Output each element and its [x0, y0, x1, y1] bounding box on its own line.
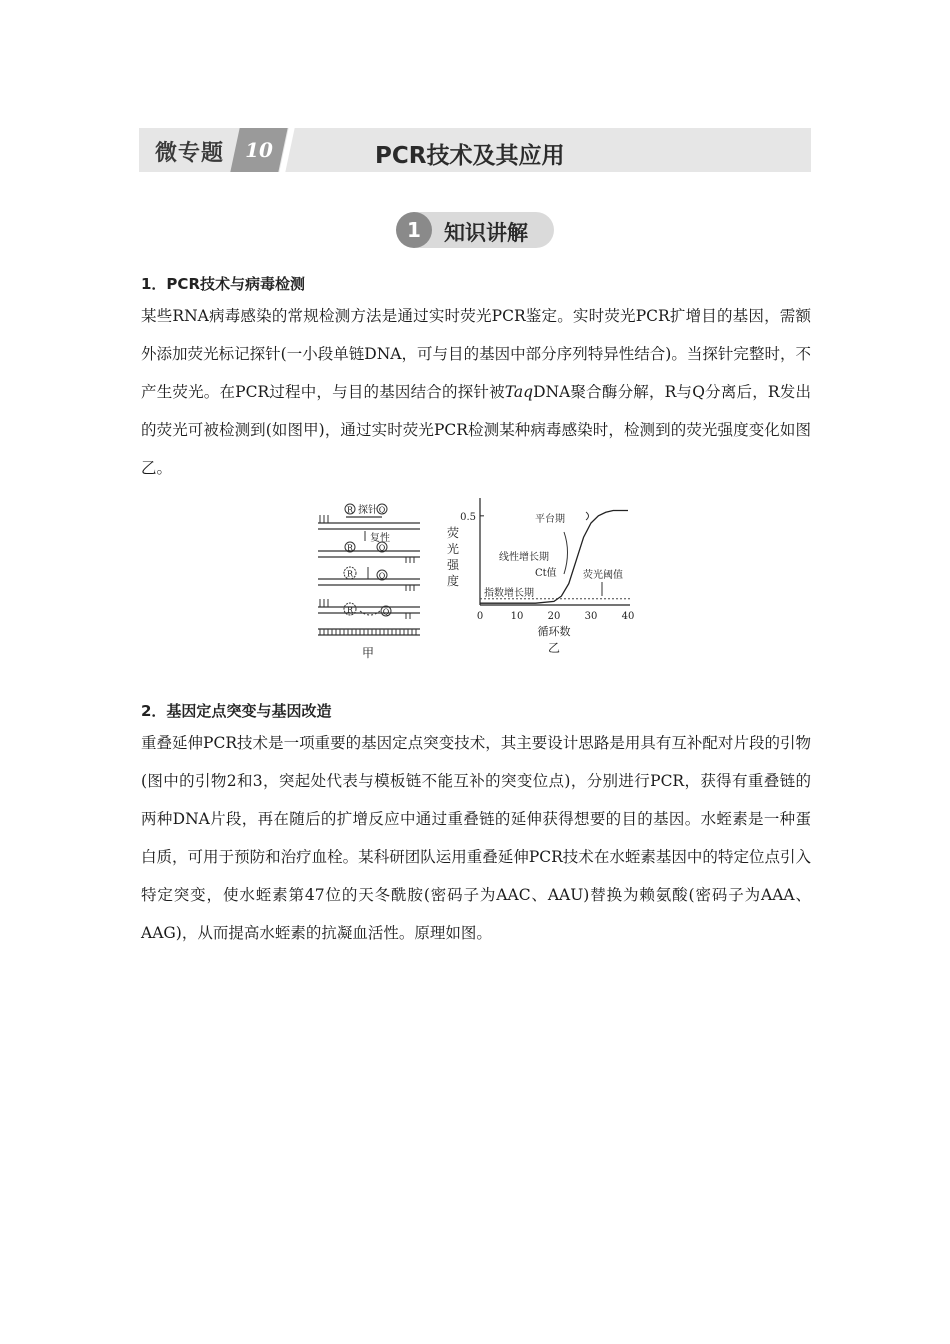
- ct-label: Ct值: [535, 568, 557, 579]
- heading-1: 1．PCR技术与病毒检测: [141, 275, 305, 293]
- x-tick-label: 10: [510, 611, 524, 622]
- topic-banner: [139, 128, 811, 172]
- threshold-label: 荧光阈值: [583, 570, 623, 581]
- ylabel-char-1: 荧: [446, 526, 460, 540]
- q-label-2: Q: [378, 543, 386, 553]
- exponential-label: 指数增长期: [484, 588, 534, 599]
- banner-title: PCR技术及其应用: [375, 143, 565, 169]
- chart-yi: [440, 490, 650, 665]
- q-label-1: Q: [378, 505, 386, 515]
- ylabel-char-2: 光: [446, 542, 460, 556]
- plateau-brace: [586, 512, 589, 520]
- r-label-1: R: [346, 505, 354, 515]
- linear-label: 线性增长期: [499, 552, 549, 563]
- figure-jia-caption: 甲: [361, 646, 375, 660]
- q-label-4: Q: [382, 607, 390, 617]
- x-tick-label: 40: [621, 611, 635, 622]
- x-tick-label: 20: [547, 611, 561, 622]
- paragraph-2: 重叠延伸PCR技术是一项重要的基因定点突变技术，其主要设计思路是用具有互补配对片段的引物(图中的引物2和3，突起处代表与模板链不能互补的突变位点)，分别进行PCR，获得有重叠链的两种DNA片段，再在随后的扩增反应中通过重叠链的延伸获得想要的目的基因。水蛭素是一种蛋白质，可用于预防和治疗血栓。某科研团队运用重叠延伸PCR技术在水蛭素基因中的特定位点引入特定突变，使水蛭素第47位的天冬酰胺(密码子为AAC、AAU)替换为赖氨酸(密码子为AAA、AAG)，从而提高水蛭素的抗凝血活性。原理如图。: [141, 734, 811, 942]
- r-label-4: R: [346, 605, 354, 615]
- r-label-2: R: [346, 543, 354, 553]
- paragraph-1-part-b: DNA聚合酶分解，R与Q分离后，R发出的荧光可被检测到(如图甲)，通过实时荧光PCR检测某种病毒感染时，检测到的荧光强度变化如图乙。: [141, 383, 811, 477]
- ylabel-char-3: 强: [446, 558, 460, 572]
- r-label-3: R: [346, 569, 354, 579]
- section-title: 知识讲解: [444, 221, 528, 245]
- x-tick-label: 30: [584, 611, 598, 622]
- figure-yi-caption: 乙: [547, 641, 561, 655]
- probe-label: 探针: [358, 505, 378, 516]
- x-axis-label: 循环数: [537, 625, 571, 638]
- heading-2: 2．基因定点突变与基因改造: [141, 702, 332, 720]
- y-tick-label: 0.5: [460, 511, 476, 523]
- figure-jia: [310, 495, 430, 665]
- linear-brace: [564, 532, 568, 574]
- x-tick-label: 0: [476, 611, 484, 622]
- banner-label: 微专题: [155, 140, 225, 166]
- section-number: 1: [396, 212, 432, 248]
- ylabel-char-4: 度: [446, 574, 460, 588]
- paragraph-1-part-a: 某些RNA病毒感染的常规检测方法是通过实时荧光PCR鉴定。实时荧光PCR扩增目的基因，需额外添加荧光标记探针(一小段单链DNA，可与目的基因中部分序列特异性结合)。当探针完整时，不产生荧光。在PCR过程中，与目的基因结合的探针被: [141, 307, 811, 401]
- banner-number: 10: [245, 138, 273, 162]
- section-header: [398, 212, 554, 248]
- taq-italic: Taq: [504, 383, 534, 401]
- banner-number-tag: [230, 128, 287, 172]
- paragraph-1: [141, 297, 811, 487]
- renature-label: 复性: [370, 533, 390, 544]
- q-label-3: Q: [378, 571, 386, 581]
- plateau-label: 平台期: [535, 514, 565, 525]
